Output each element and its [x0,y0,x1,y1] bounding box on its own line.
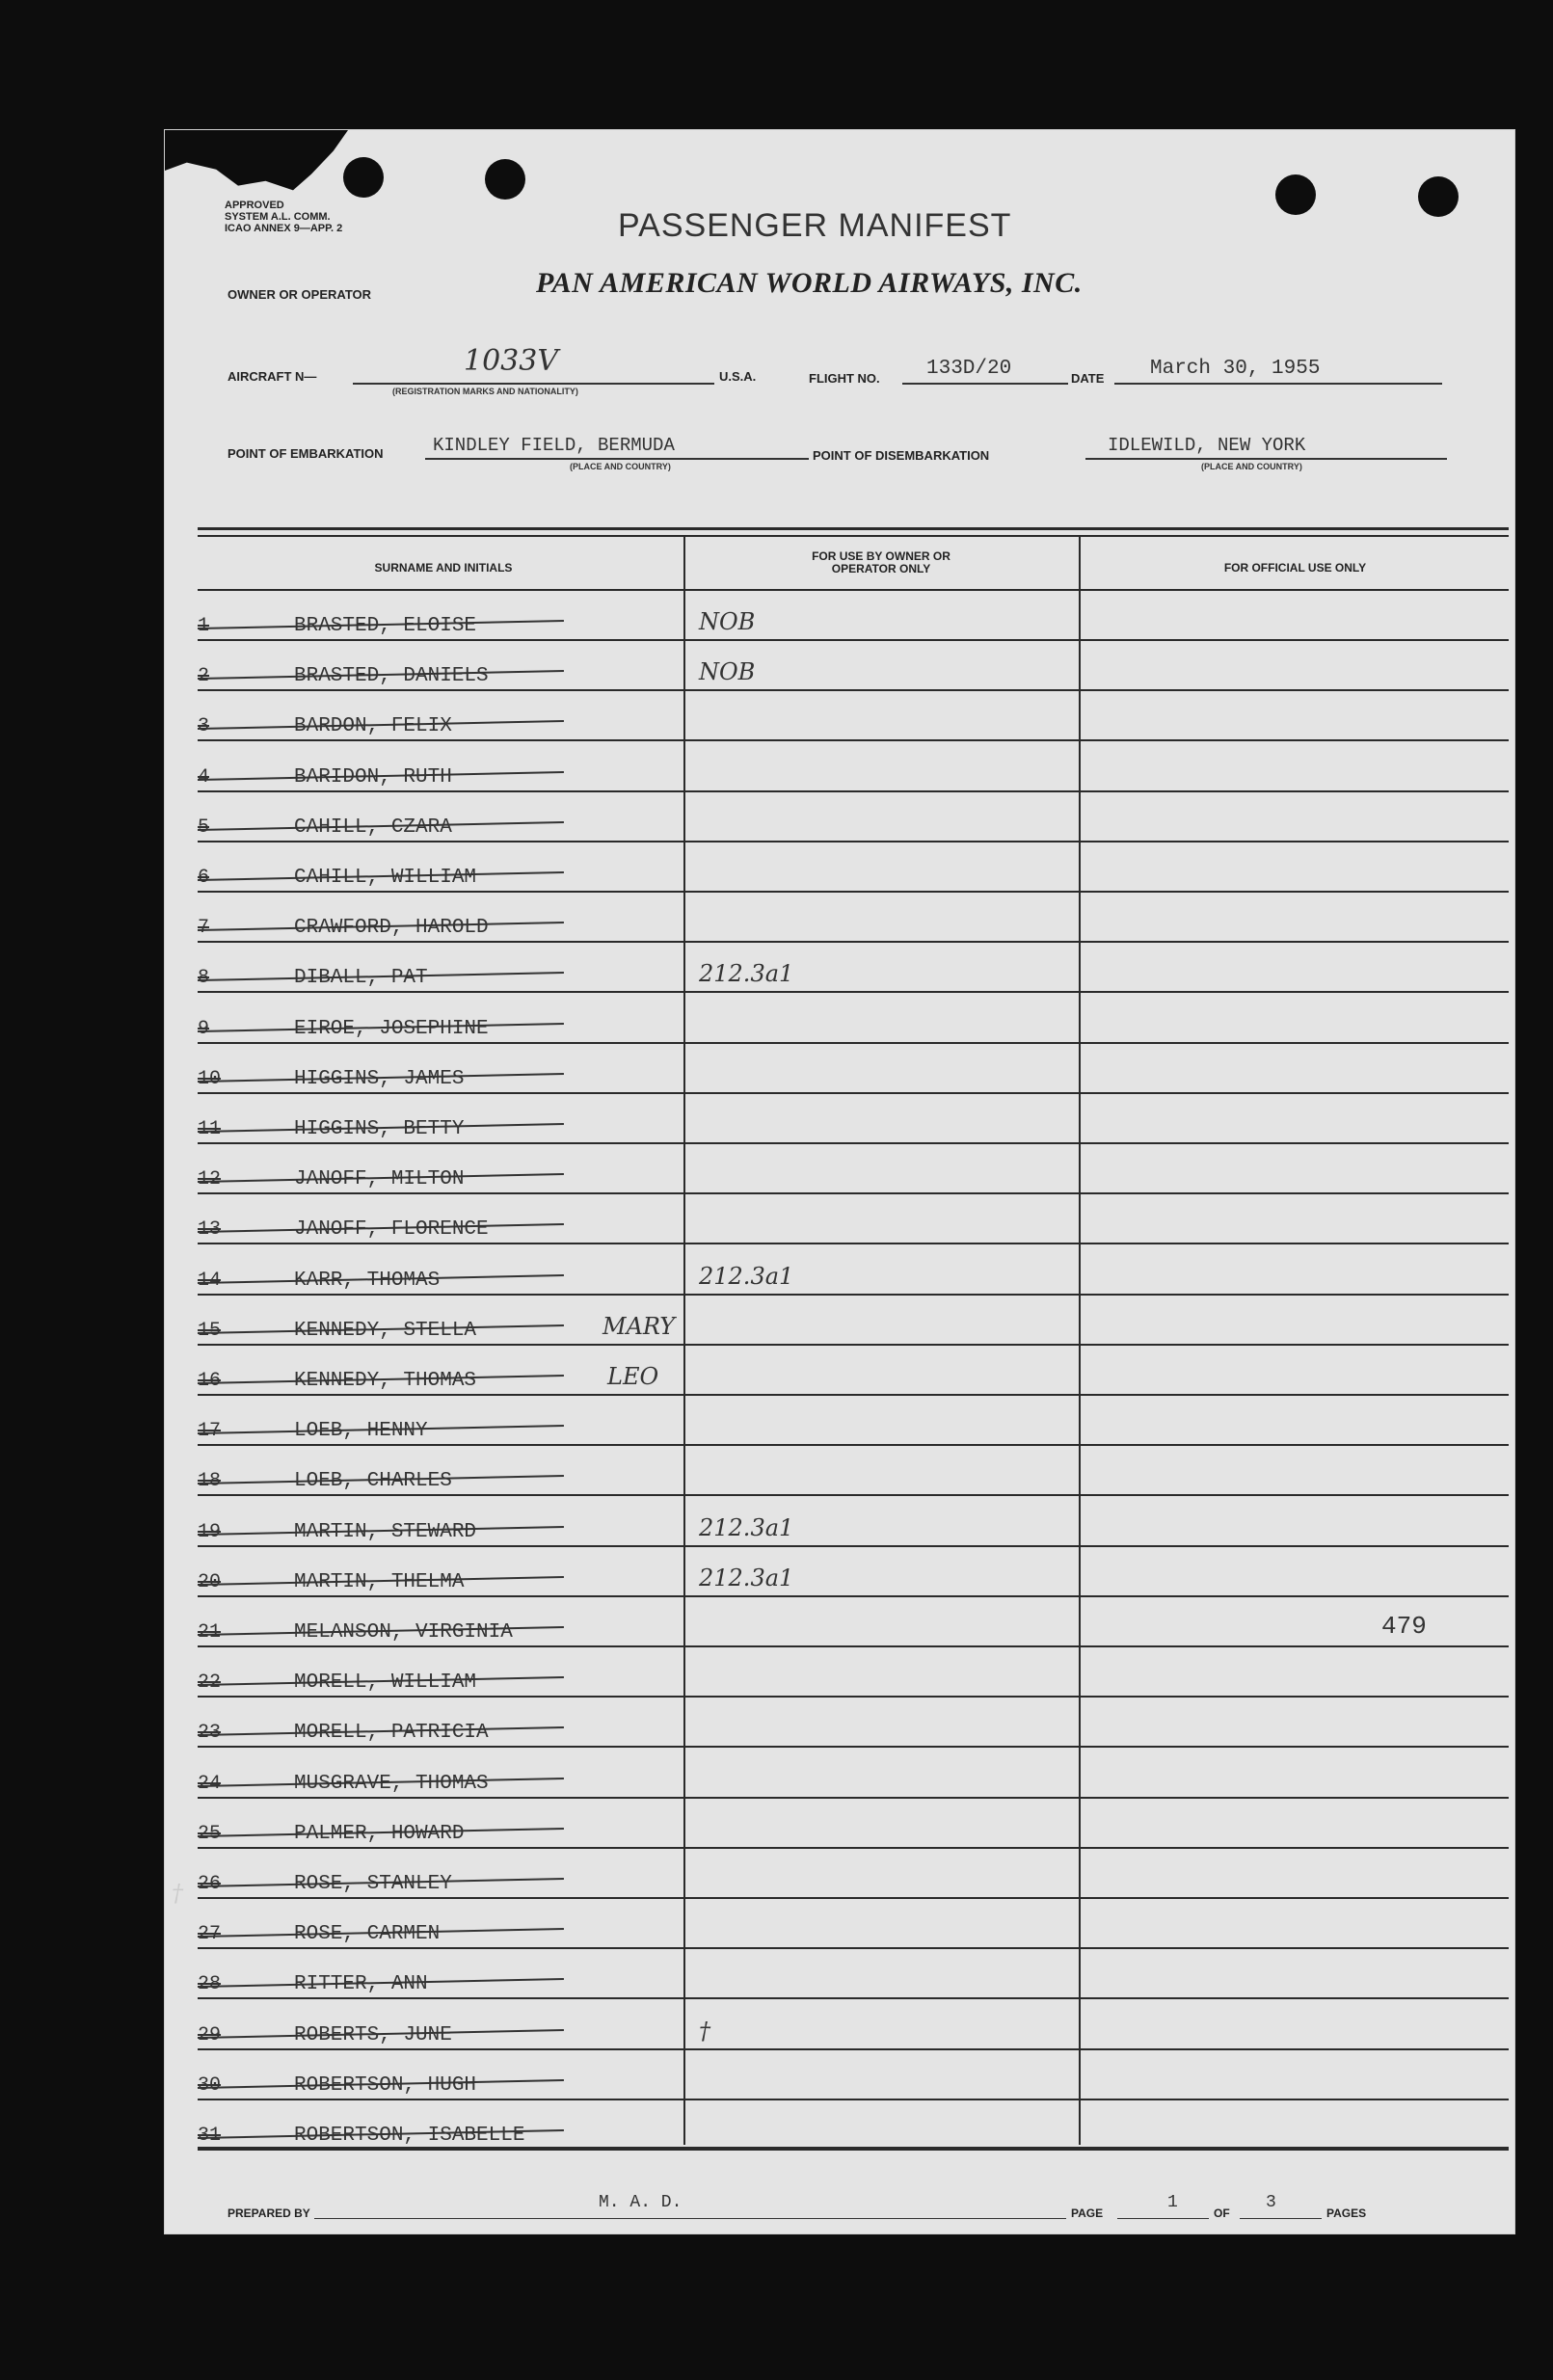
passenger-number: 18 [198,1470,222,1493]
passenger-row [198,1899,1509,1949]
embark-value: KINDLEY FIELD, BERMUDA [433,435,675,456]
passenger-number: 1 [198,615,210,637]
passenger-number: 29 [198,2023,222,2046]
punch-hole [1275,174,1316,215]
passenger-number: 10 [198,1067,222,1090]
passenger-name: CAHILL, CZARA [294,816,452,839]
passenger-name: MARTIN, STEWARD [294,1520,477,1543]
passenger-row [198,2050,1509,2100]
passenger-number: 16 [198,1370,222,1392]
passenger-number: 21 [198,1621,222,1644]
passenger-number: 6 [198,867,210,889]
passenger-row [198,792,1509,842]
passenger-row [198,1446,1509,1496]
passenger-name: MARTIN, THELMA [294,1570,465,1593]
passenger-name: ROSE, STANLEY [294,1873,452,1895]
passenger-row [198,1044,1509,1094]
official-stamp: 479 [1381,1612,1427,1641]
passenger-name: BARDON, FELIX [294,715,452,738]
passenger-row [198,1949,1509,1999]
passenger-row [198,1749,1509,1799]
passenger-row [198,1547,1509,1597]
passenger-row [198,1194,1509,1244]
passenger-number: 31 [198,2125,222,2147]
usa-label: U.S.A. [719,369,757,384]
owner-label: OWNER OR OPERATOR [228,287,372,302]
passenger-name: LOEB, HENNY [294,1420,428,1443]
passenger-number: 26 [198,1873,222,1895]
passenger-number: 15 [198,1319,222,1342]
owner-note: 212.3a1 [699,960,794,988]
column-header-owner-use: FOR USE BY OWNER OR OPERATOR ONLY [812,549,951,575]
passenger-number: 14 [198,1269,222,1292]
margin-mark: † [172,1880,183,1907]
passenger-name: JANOFF, FLORENCE [294,1218,489,1242]
passenger-row [198,1597,1509,1647]
approval-text: APPROVED SYSTEM A.L. COMM. ICAO ANNEX 9—APP. 2 [225,200,343,234]
passenger-name: ROBERTS, JUNE [294,2023,452,2046]
owner-note: 212.3a1 [699,1564,794,1591]
passenger-number: 3 [198,715,210,738]
passenger-name: KENNEDY, THOMAS [294,1370,477,1392]
passenger-name: MELANSON, VIRGINIA [294,1621,513,1644]
passenger-name: DIBALL, PAT [294,967,428,990]
column-header-official-use: FOR OFFICIAL USE ONLY [1223,561,1367,575]
passenger-name: BRASTED, ELOISE [294,615,477,637]
passenger-row [198,641,1509,691]
prepared-value: M. A. D. [599,2193,683,2212]
disembark-value: IDLEWILD, NEW YORK [1108,435,1306,456]
passenger-number: 11 [198,1118,222,1140]
passenger-row [198,1698,1509,1748]
owner-note: 212.3a1 [699,1262,794,1290]
page-label: PAGE [1071,2206,1104,2220]
owner-note: NOB [699,608,756,635]
passenger-row [198,1296,1509,1346]
disembark-label: POINT OF DISEMBARKATION [813,448,990,463]
passenger-row [198,1799,1509,1849]
passenger-name: HIGGINS, JAMES [294,1067,465,1090]
embark-label: POINT OF EMBARKATION [228,446,384,461]
passenger-name: MORELL, PATRICIA [294,1722,489,1745]
passenger-row [198,1396,1509,1446]
passenger-name: MORELL, WILLIAM [294,1671,477,1695]
aircraft-value: 1033V [464,344,559,378]
passenger-name: ROBERTSON, HUGH [294,2073,477,2097]
passenger-name: CRAWFORD, HAROLD [294,917,489,940]
passenger-name: PALMER, HOWARD [294,1822,465,1845]
passenger-row [198,2100,1509,2151]
page-title: PASSENGER MANIFEST [618,207,1012,244]
pages-value: 3 [1266,2193,1276,2212]
pages-label: PAGES [1326,2206,1367,2220]
row-rule [198,2149,1509,2151]
passenger-name: CAHILL, WILLIAM [294,867,477,889]
passenger-row [198,1094,1509,1144]
owner-note: NOB [699,658,756,686]
passenger-row [198,1647,1509,1698]
passenger-row [198,691,1509,741]
passenger-number: 13 [198,1218,222,1242]
prepared-label: PREPARED BY [228,2206,310,2220]
passenger-row [198,742,1509,792]
page-value: 1 [1167,2193,1178,2212]
passenger-name: MUSGRAVE, THOMAS [294,1772,489,1795]
date-label: DATE [1071,371,1105,386]
passenger-number: 5 [198,816,210,839]
passenger-row [198,943,1509,993]
punch-hole [1418,176,1459,217]
passenger-number: 24 [198,1772,222,1795]
owner-note: † [699,2017,710,2045]
passenger-name: ROBERTSON, ISABELLE [294,2125,525,2147]
passenger-row [198,994,1509,1044]
column-header-surname: SURNAME AND INITIALS [374,561,513,575]
passenger-number: 7 [198,917,210,940]
owner-name: PAN AMERICAN WORLD AIRWAYS, INC. [536,267,1083,299]
disembark-note: (PLACE AND COUNTRY) [1201,462,1302,471]
passenger-number: 20 [198,1570,222,1593]
passenger-number: 22 [198,1671,222,1695]
passenger-name: JANOFF, MILTON [294,1168,465,1191]
passenger-row [198,591,1509,641]
passenger-name: BRASTED, DANIELS [294,665,489,688]
passenger-number: 9 [198,1017,210,1040]
handwritten-correction: LEO [607,1363,659,1390]
owner-note: 212.3a1 [699,1513,794,1541]
aircraft-label: AIRCRAFT N— [228,369,317,384]
passenger-number: 4 [198,765,210,789]
flight-label: FLIGHT NO. [809,371,880,386]
passenger-number: 27 [198,1923,222,1946]
passenger-name: LOEB, CHARLES [294,1470,452,1493]
passenger-name: EIROE, JOSEPHINE [294,1017,489,1040]
passenger-name: ROSE, CARMEN [294,1923,441,1946]
manifest-sheet [164,129,1515,2234]
date-value: March 30, 1955 [1150,358,1321,380]
passenger-row [198,1144,1509,1194]
passenger-number: 23 [198,1722,222,1745]
passenger-number: 2 [198,665,210,688]
flight-value: 133D/20 [926,358,1012,380]
passenger-number: 8 [198,967,210,990]
passenger-number: 25 [198,1822,222,1845]
passenger-name: HIGGINS, BETTY [294,1118,465,1140]
passenger-name: KENNEDY, STELLA [294,1319,477,1342]
passenger-row [198,842,1509,893]
of-label: OF [1214,2206,1230,2220]
passenger-row [198,2000,1509,2050]
handwritten-correction: MARY [602,1312,676,1340]
embark-note: (PLACE AND COUNTRY) [570,462,671,471]
passenger-number: 17 [198,1420,222,1443]
punch-hole [485,159,525,200]
passenger-name: KARR, THOMAS [294,1269,441,1292]
passenger-row [198,1346,1509,1396]
passenger-row [198,1497,1509,1547]
passenger-number: 12 [198,1168,222,1191]
passenger-number: 30 [198,2073,222,2097]
punch-hole [343,157,384,198]
passenger-row [198,1245,1509,1296]
passenger-row [198,893,1509,943]
passenger-name: RITTER, ANN [294,1973,428,1996]
passenger-number: 19 [198,1520,222,1543]
passenger-name: BARIDON, RUTH [294,765,452,789]
passenger-row [198,1849,1509,1899]
aircraft-note: (REGISTRATION MARKS AND NATIONALITY) [392,387,578,396]
passenger-number: 28 [198,1973,222,1996]
